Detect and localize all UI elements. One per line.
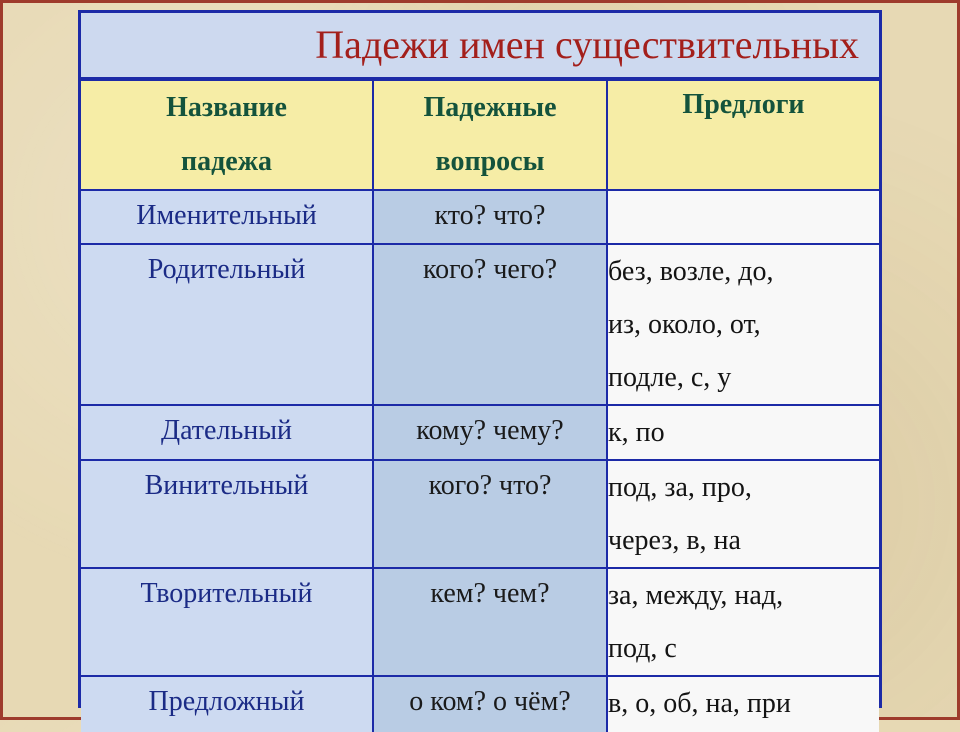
header-case-questions: [373, 80, 607, 190]
case-prepositions: [607, 568, 879, 676]
case-questions: о ком? о чём?: [373, 676, 607, 732]
case-name: Творительный: [81, 568, 373, 676]
case-name: Предложный: [81, 676, 373, 732]
case-questions: кого? что?: [373, 460, 607, 568]
title-row: [81, 13, 879, 79]
case-questions: кто? что?: [373, 190, 607, 244]
header-case-name-line-1: Название: [166, 92, 287, 123]
table-row: [81, 405, 879, 460]
case-name: Родительный: [81, 244, 373, 405]
table-row: [81, 568, 879, 676]
preposition-line: к, по: [608, 417, 665, 448]
cases-table-container: [78, 10, 882, 719]
preposition-line: под, с: [608, 633, 677, 664]
case-name: Дательный: [81, 405, 373, 460]
case-prepositions: [607, 460, 879, 568]
case-questions: кого? чего?: [373, 244, 607, 405]
header-row: [81, 80, 879, 190]
header-case-name-line-2: падежа: [180, 146, 273, 177]
table-row: [81, 460, 879, 568]
table-row: [81, 190, 879, 244]
table-row: [81, 676, 879, 732]
table-title: Падежи имен существительных: [315, 22, 859, 67]
preposition-line: в, о, об, на, при: [608, 688, 791, 719]
preposition-line: под, за, про,: [608, 472, 752, 503]
case-name: Именительный: [81, 190, 373, 244]
header-case-name: [81, 80, 373, 190]
header-prepositions: Предлоги: [607, 80, 879, 190]
cases-table: [81, 79, 879, 732]
case-questions: кому? чему?: [373, 405, 607, 460]
case-prepositions: [607, 190, 879, 244]
case-prepositions: [607, 676, 879, 732]
preposition-line: за, между, над,: [608, 580, 784, 611]
header-case-questions-line-1: Падежные: [423, 92, 557, 123]
case-prepositions: [607, 244, 879, 405]
preposition-line: из, около, от,: [608, 309, 761, 340]
case-name: Винительный: [81, 460, 373, 568]
case-prepositions: [607, 405, 879, 460]
table-row: [81, 244, 879, 405]
case-questions: кем? чем?: [373, 568, 607, 676]
preposition-line: подле, с, у: [608, 362, 732, 393]
preposition-line: без, возле, до,: [608, 256, 774, 287]
preposition-line: через, в, на: [608, 525, 741, 556]
header-case-questions-line-2: вопросы: [435, 146, 545, 177]
